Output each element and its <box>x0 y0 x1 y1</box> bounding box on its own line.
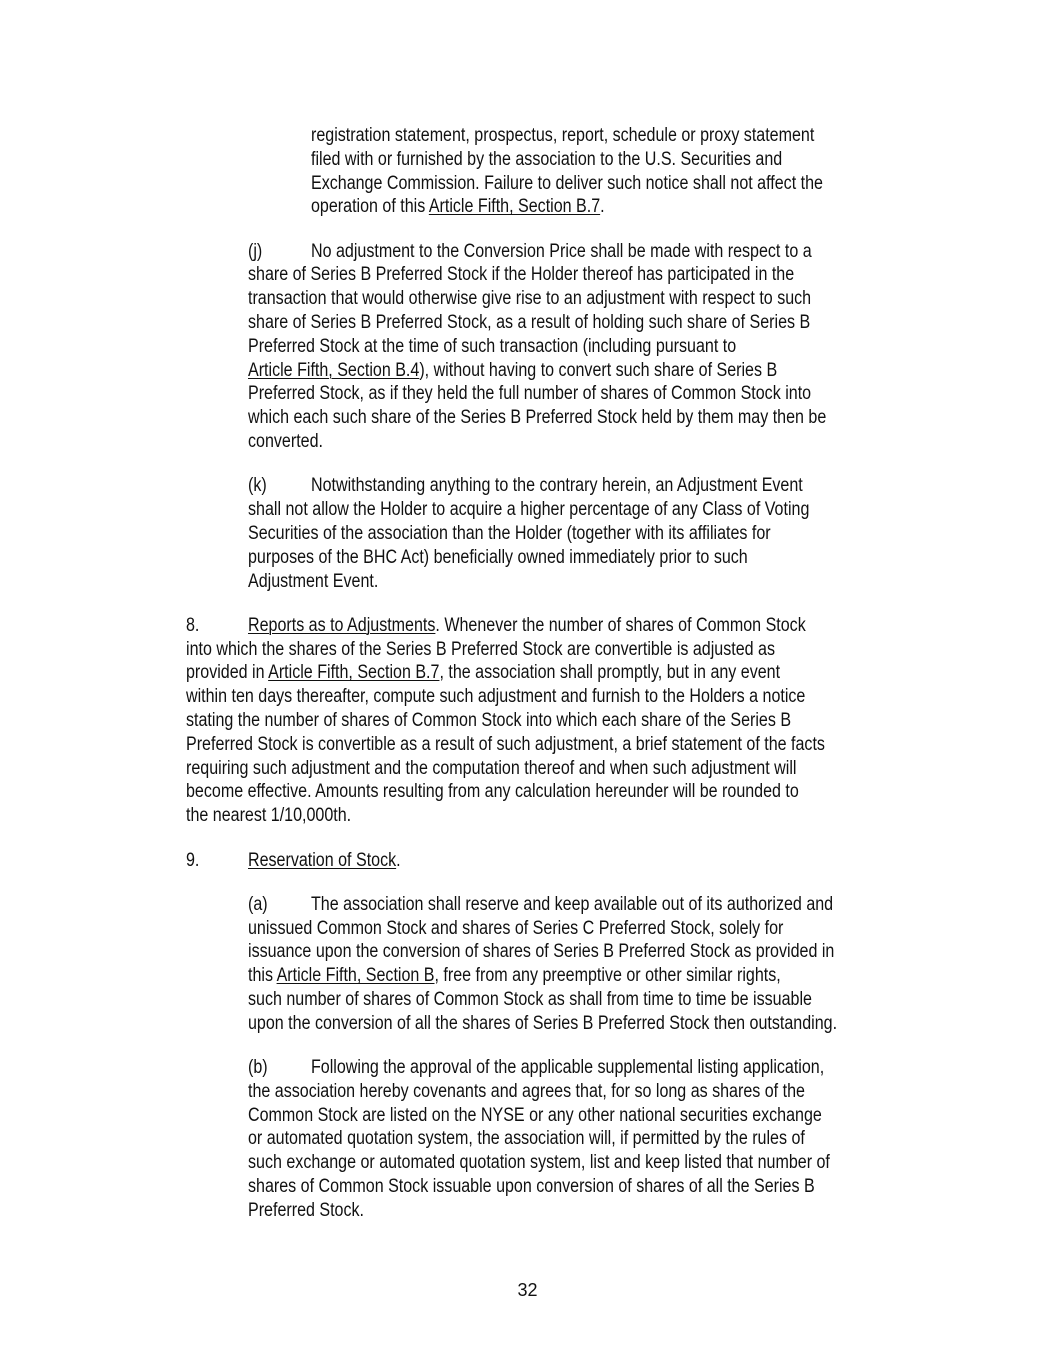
text-segment: such exchange or automated quotation system, list and keep listed that number of <box>248 1152 830 1174</box>
text-segment: or automated quotation system, the association will, if permitted by the rules of <box>248 1128 805 1150</box>
text-line <box>311 124 1055 148</box>
text-line <box>248 406 1055 430</box>
text-segment: Exchange Commission. Failure to deliver such notice shall not affect the <box>311 172 823 194</box>
text-line <box>186 780 1055 804</box>
text-segment: , the association shall promptly, but in any event <box>439 662 781 684</box>
text-line <box>248 917 1055 941</box>
text-segment: No adjustment to the Conversion Price shall be made with respect to a <box>311 240 812 262</box>
text-line <box>248 359 1055 383</box>
text-segment: filed with or furnished by the association to the U.S. Securities and <box>311 148 783 170</box>
paragraph-label: 9. <box>186 849 200 871</box>
text-segment: within ten days thereafter, compute such adjustment and furnish to the Holders a notice <box>186 686 806 708</box>
text-line <box>248 1012 1055 1036</box>
text-segment: The association shall reserve and keep available out of its authorized and <box>311 893 834 915</box>
text-segment: Securities of the association than the Holder (together with its affiliates for <box>248 522 771 544</box>
text-line <box>186 661 1055 685</box>
text-line <box>248 430 1055 454</box>
page-number: 32 <box>517 1280 538 1300</box>
text-line <box>186 685 1055 709</box>
text-line <box>248 1127 1055 1151</box>
text-segment: Preferred Stock at the time of such transaction (including pursuant to <box>248 335 737 357</box>
text-line <box>186 638 1055 662</box>
text-segment: . Whenever the number of shares of Common Stock <box>435 614 806 636</box>
text-line <box>311 474 1055 498</box>
text-segment: provided in <box>186 662 269 684</box>
text-line <box>248 263 1055 287</box>
text-line <box>248 964 1055 988</box>
text-line <box>186 804 1055 828</box>
text-line <box>248 546 1055 570</box>
text-line <box>248 311 1055 335</box>
text-line <box>311 1056 1055 1080</box>
text-segment: purposes of the BHC Act) beneficially owned immediately prior to such <box>248 546 748 568</box>
text-segment: , free from any preemptive or other similar rights, <box>434 965 781 987</box>
text-segment: registration statement, prospectus, report, schedule or proxy statement <box>311 125 815 146</box>
text-line <box>248 522 1055 546</box>
text-line <box>248 1199 1055 1223</box>
paragraph <box>0 474 1055 593</box>
cross-reference-link: Article Fifth, Section B.7 <box>428 196 601 218</box>
paragraph-label: (a) <box>248 893 268 915</box>
paragraph <box>0 849 1055 873</box>
cross-reference-link: Article Fifth, Section B.4 <box>248 359 420 381</box>
text-line <box>248 988 1055 1012</box>
text-segment: Common Stock are listed on the NYSE or any other national securities exchange <box>248 1104 822 1126</box>
paragraph <box>0 1056 1055 1223</box>
paragraph-label: (b) <box>248 1057 268 1079</box>
text-segment: this <box>248 965 277 987</box>
text-line <box>311 195 1055 219</box>
text-line <box>311 172 1055 196</box>
text-line <box>248 1175 1055 1199</box>
text-segment: Following the approval of the applicable supplemental listing application, <box>311 1057 825 1079</box>
text-line <box>186 733 1055 757</box>
paragraph-label: (k) <box>248 475 267 497</box>
text-segment: ), without having to convert such share of Series B <box>419 359 778 381</box>
text-segment: share of Series B Preferred Stock, as a result of holding such share of Series B <box>248 312 811 334</box>
text-segment: Preferred Stock, as if they held the full number of shares of Common Stock into <box>248 383 812 405</box>
text-segment: Adjustment Event. <box>248 570 379 592</box>
text-segment: transaction that would otherwise give rise to an adjustment with respect to such <box>248 288 812 310</box>
text-line <box>248 1104 1055 1128</box>
text-line <box>248 570 1055 594</box>
text-line <box>248 940 1055 964</box>
cross-reference-link: Article Fifth, Section B <box>276 965 435 987</box>
text-line <box>248 287 1055 311</box>
text-line <box>248 1151 1055 1175</box>
text-line <box>248 382 1055 406</box>
cross-reference-link: Article Fifth, Section B.7 <box>268 662 440 684</box>
text-segment: become effective. Amounts resulting from any calculation hereunder will be rounded to <box>186 781 799 803</box>
text-segment: . <box>600 196 605 218</box>
paragraph-label: (j) <box>248 240 263 262</box>
paragraph <box>0 614 1055 828</box>
text-segment: shares of Common Stock issuable upon conversion of shares of all the Series B <box>248 1176 815 1198</box>
text-segment: into which the shares of the Series B Preferred Stock are convertible is adjusted as <box>186 638 775 660</box>
text-line <box>248 1080 1055 1104</box>
text-line <box>248 498 1055 522</box>
text-segment: requiring such adjustment and the computation thereof and when such adjustment will <box>186 757 797 779</box>
cross-reference-link: Reports as to Adjustments <box>248 614 436 636</box>
text-segment: issuance upon the conversion of shares of Series B Preferred Stock as provided in <box>248 941 835 963</box>
text-line <box>248 849 1055 873</box>
text-line <box>186 709 1055 733</box>
text-segment: share of Series B Preferred Stock if the Holder thereof has participated in the <box>248 264 795 286</box>
text-segment: the association hereby covenants and agrees that, for so long as shares of the <box>248 1080 805 1102</box>
text-segment: shall not allow the Holder to acquire a higher percentage of any Class of Voting <box>248 499 810 521</box>
text-line <box>311 240 1055 264</box>
paragraph <box>0 893 1055 1036</box>
text-segment: . <box>396 849 401 871</box>
text-line <box>248 614 1055 638</box>
paragraph <box>0 240 1055 454</box>
text-segment: Preferred Stock. <box>248 1199 365 1221</box>
text-segment: upon the conversion of all the shares of Series B Preferred Stock then outstanding. <box>248 1012 838 1034</box>
text-segment: Notwithstanding anything to the contrary herein, an Adjustment Event <box>311 475 803 497</box>
document-body <box>0 124 1055 1243</box>
paragraph-label: 8. <box>186 614 200 636</box>
text-segment: such number of shares of Common Stock as shall from time to time be issuable <box>248 989 812 1010</box>
text-segment: converted. <box>248 431 323 453</box>
text-line <box>311 148 1055 172</box>
text-line <box>186 757 1055 781</box>
text-segment: the nearest 1/10,000th. <box>186 805 352 827</box>
cross-reference-link: Reservation of Stock <box>248 849 397 871</box>
text-line <box>248 335 1055 359</box>
text-line <box>311 893 1055 917</box>
text-segment: operation of this <box>311 196 429 218</box>
paragraph <box>0 124 1055 219</box>
text-segment: unissued Common Stock and shares of Series C Preferred Stock, solely for <box>248 917 784 939</box>
text-segment: which each such share of the Series B Preferred Stock held by them may then be <box>248 407 827 429</box>
text-segment: Preferred Stock is convertible as a result of such adjustment, a brief statement of the facts <box>186 733 825 755</box>
text-segment: stating the number of shares of Common Stock into which each share of the Series B <box>186 710 792 732</box>
